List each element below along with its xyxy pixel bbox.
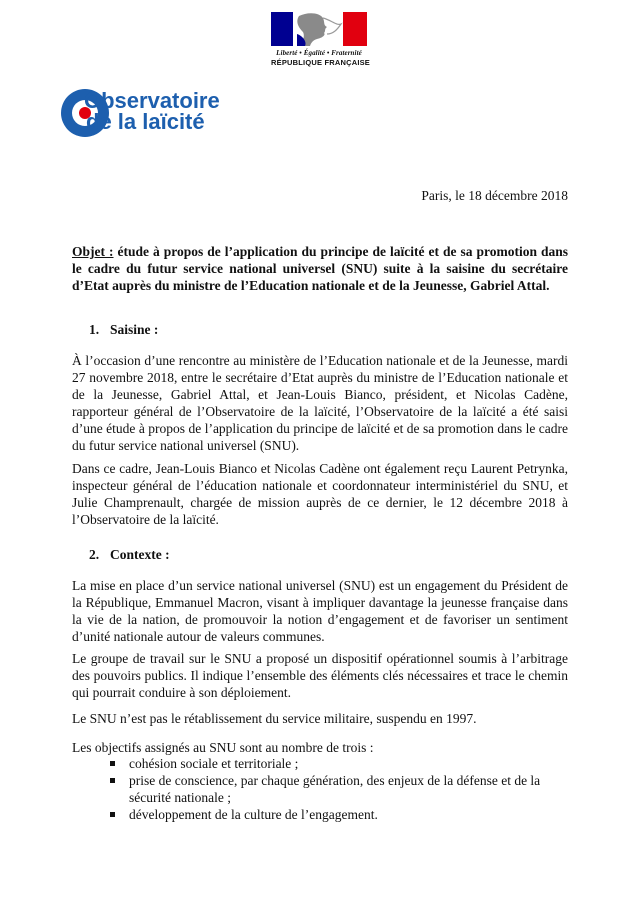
marianne-profile-icon	[293, 12, 343, 46]
logo-line-1: Observatoire	[84, 88, 220, 113]
paragraph-text: Le SNU n’est pas le rétablissement du service militaire, suspendu en 1997.	[72, 711, 477, 726]
paragraph-text: Le groupe de travail sur le SNU a proposé un dispositif opérationnel soumis à l’arbitrage des pouvoirs publics. Il indique l’ensemble des éléments clés nécessaires et trace le chemin qui pourrait conduire à son déploiement.	[72, 651, 568, 700]
section-heading-saisine	[89, 322, 158, 338]
objectives-list	[72, 755, 568, 823]
objet-paragraph	[72, 243, 568, 294]
observatoire-logo-text	[84, 90, 220, 132]
paragraph	[72, 650, 568, 701]
list-item: cohésion sociale et territoriale ;	[72, 755, 568, 772]
paragraph	[72, 352, 568, 454]
section-number: 2.	[89, 547, 100, 562]
section-number: 1.	[89, 322, 100, 337]
paragraph	[72, 739, 568, 756]
paragraph	[72, 577, 568, 645]
marianne-header	[271, 12, 371, 67]
letter-date: Paris, le 18 décembre 2018	[421, 188, 568, 203]
republique-francaise-label: RÉPUBLIQUE FRANÇAISE	[271, 58, 371, 67]
section-title: Contexte :	[110, 547, 170, 562]
logo-line-2: de la laïcité	[86, 109, 205, 134]
paragraph-text: Dans ce cadre, Jean-Louis Bianco et Nicolas Cadène ont également reçu Laurent Petrynka, inspecteur général de l’éducation nationale et coordonnateur interministériel du SNU, et Julie Champrenault, chargée de mission auprès de ce dernier, le 12 décembre 2018 à l’Observatoire de la laïcité.	[72, 461, 568, 527]
paragraph-text: Les objectifs assignés au SNU sont au nombre de trois :	[72, 740, 374, 755]
objet-label: Objet :	[72, 244, 114, 259]
paragraph-text: À l’occasion d’une rencontre au ministère de l’Education nationale et de la Jeunesse, mardi 27 novembre 2018, entre le secrétaire d’Etat auprès du ministre de l’Education nationale et de la Jeunesse, Gabriel Attal, et Jean-Louis Bianco, président, et Nicolas Cadène, rapporteur général de l’Observatoire de la laïcité, l’Observatoire de la laïcité a été saisi d’une étude à propos de l’application du principe de laïcité et de sa promotion dans le cadre du futur service national universel (SNU).	[72, 353, 568, 453]
republic-motto: Liberté • Égalité • Fraternité	[276, 49, 362, 57]
list-item: prise de conscience, par chaque génération, des enjeux de la défense et de la sécurité nationale ;	[72, 772, 568, 806]
objet-text: étude à propos de l’application du principe de laïcité et de sa promotion dans le cadre du futur service national universel (SNU) suite à la saisine du secrétaire d’Etat auprès du ministre de l’Education nationale et de la Jeunesse, Gabriel Attal.	[72, 244, 568, 293]
paragraph	[72, 710, 568, 727]
marianne-logo	[271, 12, 367, 46]
paragraph-text: La mise en place d’un service national universel (SNU) est un engagement du Président de la République, Emmanuel Macron, visant à impliquer davantage la jeunesse française dans la vie de la nation, de promouvoir la notion d’engagement et de favoriser un sentiment d’unité nationale autour de valeurs communes.	[72, 578, 568, 644]
observatoire-logo	[60, 88, 230, 138]
list-item: développement de la culture de l’engagement.	[72, 806, 568, 823]
paragraph	[72, 460, 568, 528]
section-heading-contexte	[89, 547, 170, 563]
section-title: Saisine :	[110, 322, 159, 337]
